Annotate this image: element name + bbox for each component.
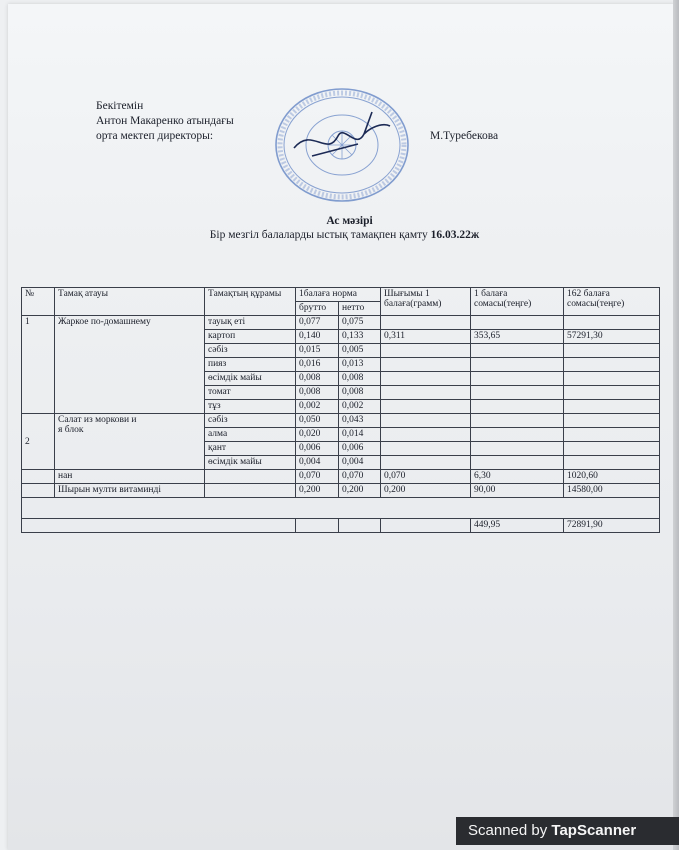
price162: [564, 428, 660, 442]
header-net: нетто: [339, 302, 381, 316]
dish-name: Жаркое по-домашнему: [55, 316, 205, 414]
price1: [471, 456, 564, 470]
price162: [564, 456, 660, 470]
price162: [564, 442, 660, 456]
table-row: [22, 414, 660, 428]
menu-date: 16.03.22ж: [430, 229, 480, 241]
ingredient: сәбіз: [205, 414, 296, 428]
net: 0,008: [339, 386, 381, 400]
price1: [471, 428, 564, 442]
yield: [381, 372, 471, 386]
ingredient: өсімдік майы: [205, 456, 296, 470]
price162: [564, 400, 660, 414]
ingredient: томат: [205, 386, 296, 400]
total-row: [22, 519, 660, 533]
price162: [564, 414, 660, 428]
table-row: [22, 470, 660, 484]
approval-line-3: орта мектеп директоры:: [96, 130, 214, 142]
yield: 0,200: [381, 484, 471, 498]
net: 0,075: [339, 316, 381, 330]
total-label-cell: [22, 519, 296, 533]
yield: [381, 442, 471, 456]
ingredient: алма: [205, 428, 296, 442]
price1: 6,30: [471, 470, 564, 484]
price162: 57291,30: [564, 330, 660, 344]
total-price162: 72891,90: [564, 519, 660, 533]
gross: 0,020: [296, 428, 339, 442]
table-header-row: [22, 288, 660, 302]
empty-cell: [205, 484, 296, 498]
gross: 0,002: [296, 400, 339, 414]
price162: [564, 344, 660, 358]
gross: 0,050: [296, 414, 339, 428]
item-name: Шырын мулти витаминді: [55, 484, 205, 498]
price162: [564, 372, 660, 386]
scan-edge: [673, 0, 679, 850]
empty-cell: [205, 470, 296, 484]
net: 0,008: [339, 372, 381, 386]
gross: 0,008: [296, 386, 339, 400]
yield: [381, 400, 471, 414]
watermark-brand: TapScanner: [551, 822, 637, 839]
gross: 0,070: [296, 470, 339, 484]
gross: 0,006: [296, 442, 339, 456]
dish-num: 1: [22, 316, 55, 414]
net: 0,070: [339, 470, 381, 484]
gross: 0,015: [296, 344, 339, 358]
gross: 0,200: [296, 484, 339, 498]
official-stamp: [272, 86, 412, 204]
header-name: Тамақ атауы: [55, 288, 205, 316]
header-price1: 1 балаға сомасы(теңге): [471, 288, 564, 316]
price1: 90,00: [471, 484, 564, 498]
price162: 1020,60: [564, 470, 660, 484]
header-num: №: [22, 288, 55, 316]
price1: [471, 442, 564, 456]
price1: [471, 386, 564, 400]
ingredient: сәбіз: [205, 344, 296, 358]
net: 0,013: [339, 358, 381, 372]
empty-cell: [381, 519, 471, 533]
price1: [471, 344, 564, 358]
table-row: [22, 484, 660, 498]
gross: 0,140: [296, 330, 339, 344]
header-yield: Шығымы 1 балаға(грамм): [381, 288, 471, 316]
menu-table: [21, 287, 660, 533]
spacer-cell: [22, 498, 660, 519]
header-composition: Тамақтың құрамы: [205, 288, 296, 316]
gross: 0,077: [296, 316, 339, 330]
total-price1: 449,95: [471, 519, 564, 533]
ingredient: қант: [205, 442, 296, 456]
empty-cell: [22, 484, 55, 498]
ingredient: тұз: [205, 400, 296, 414]
spacer-row: [22, 498, 660, 519]
dish-name-line-2: я блок: [58, 425, 84, 435]
gross: 0,016: [296, 358, 339, 372]
approval-line-1: Бекітемін: [96, 100, 144, 112]
gross: 0,004: [296, 456, 339, 470]
dish-num: 2: [22, 414, 55, 470]
price1: [471, 414, 564, 428]
price162: [564, 358, 660, 372]
empty-cell: [296, 519, 339, 533]
item-name: нан: [55, 470, 205, 484]
yield: [381, 386, 471, 400]
yield: [381, 428, 471, 442]
yield: [381, 358, 471, 372]
scanner-watermark: [456, 817, 679, 845]
price1: [471, 400, 564, 414]
price162: [564, 316, 660, 330]
yield: 0,070: [381, 470, 471, 484]
yield: 0,311: [381, 330, 471, 344]
price162: 14580,00: [564, 484, 660, 498]
header-norm: 1балаға норма: [296, 288, 381, 302]
approval-line-2: Антон Макаренко атындағы: [96, 115, 234, 127]
yield: [381, 414, 471, 428]
approval-block: [96, 99, 234, 144]
net: 0,005: [339, 344, 381, 358]
header-gross: брутто: [296, 302, 339, 316]
net: 0,004: [339, 456, 381, 470]
table-row: [22, 316, 660, 330]
watermark-prefix: Scanned by: [468, 822, 552, 839]
empty-cell: [339, 519, 381, 533]
price1: [471, 358, 564, 372]
net: 0,014: [339, 428, 381, 442]
net: 0,200: [339, 484, 381, 498]
ingredient: тауық еті: [205, 316, 296, 330]
price1: [471, 316, 564, 330]
price1: [471, 372, 564, 386]
header-price162: 162 балаға сомасы(теңге): [564, 288, 660, 316]
gross: 0,008: [296, 372, 339, 386]
net: 0,002: [339, 400, 381, 414]
net: 0,133: [339, 330, 381, 344]
price1: 353,65: [471, 330, 564, 344]
dish-name-line-1: Салат из моркови и: [58, 415, 137, 425]
ingredient: картоп: [205, 330, 296, 344]
director-name: М.Туребекова: [430, 130, 499, 142]
menu-subtitle: [5, 229, 679, 241]
net: 0,006: [339, 442, 381, 456]
yield: [381, 316, 471, 330]
yield: [381, 344, 471, 358]
subtitle-text: Бір мезгіл балаларды ыстық тамақпен қамту: [209, 229, 431, 241]
price162: [564, 386, 660, 400]
menu-title: Ас мәзірі: [326, 215, 373, 227]
dish-name: [55, 414, 205, 470]
net: 0,043: [339, 414, 381, 428]
ingredient: пияз: [205, 358, 296, 372]
empty-cell: [22, 470, 55, 484]
ingredient: өсімдік майы: [205, 372, 296, 386]
yield: [381, 456, 471, 470]
